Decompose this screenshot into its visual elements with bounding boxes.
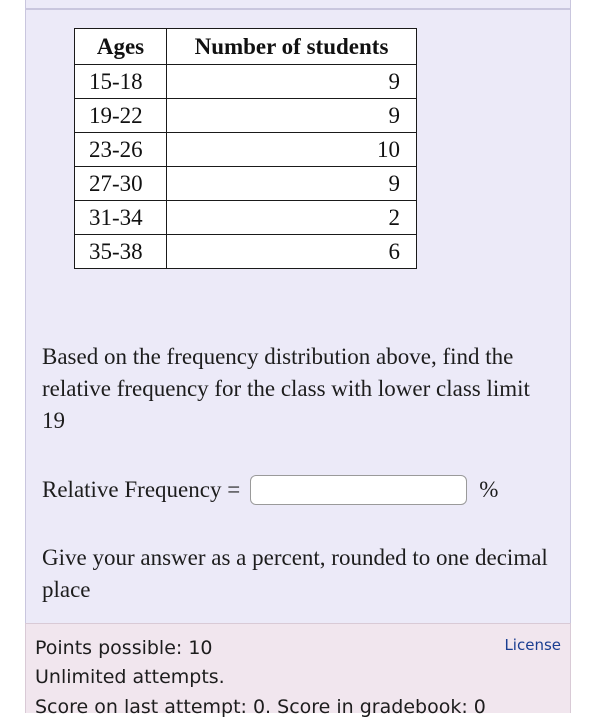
students-cell: 9 — [167, 65, 417, 99]
ages-cell: 35-38 — [75, 235, 167, 269]
students-cell: 9 — [167, 167, 417, 201]
table-row — [75, 235, 417, 269]
table-row — [75, 167, 417, 201]
students-cell: 2 — [167, 201, 417, 235]
table-row — [75, 65, 417, 99]
table-header-row — [75, 29, 417, 65]
answer-row — [42, 473, 498, 507]
percent-unit: % — [479, 477, 499, 502]
license-link[interactable]: License — [504, 636, 561, 654]
answer-instructions: Give your answer as a percent, rounded to one decimal place — [42, 545, 548, 602]
question-footer — [25, 623, 571, 718]
students-cell: 6 — [167, 235, 417, 269]
table-row — [75, 133, 417, 167]
relative-frequency-input[interactable] — [250, 475, 467, 505]
question-text: Based on the frequency distribution above, find the relative frequency for the class with lower class limit 19 — [42, 344, 530, 433]
table-row — [75, 201, 417, 235]
top-divider — [26, 0, 570, 10]
question-panel — [25, 0, 571, 623]
column-header-students: Number of students — [167, 29, 417, 65]
ages-cell: 31-34 — [75, 201, 167, 235]
score-info: Score on last attempt: 0. Score in gradebook: 0 — [35, 696, 486, 718]
answer-label: Relative Frequency = — [42, 477, 241, 502]
attempts-info: Unlimited attempts. — [35, 666, 225, 688]
ages-cell: 27-30 — [75, 167, 167, 201]
points-possible: Points possible: 10 — [35, 637, 213, 659]
ages-cell: 15-18 — [75, 65, 167, 99]
table-row — [75, 99, 417, 133]
column-header-ages: Ages — [75, 29, 167, 65]
students-cell: 10 — [167, 133, 417, 167]
ages-cell: 19-22 — [75, 99, 167, 133]
ages-cell: 23-26 — [75, 133, 167, 167]
frequency-table — [74, 28, 417, 269]
students-cell: 9 — [167, 99, 417, 133]
